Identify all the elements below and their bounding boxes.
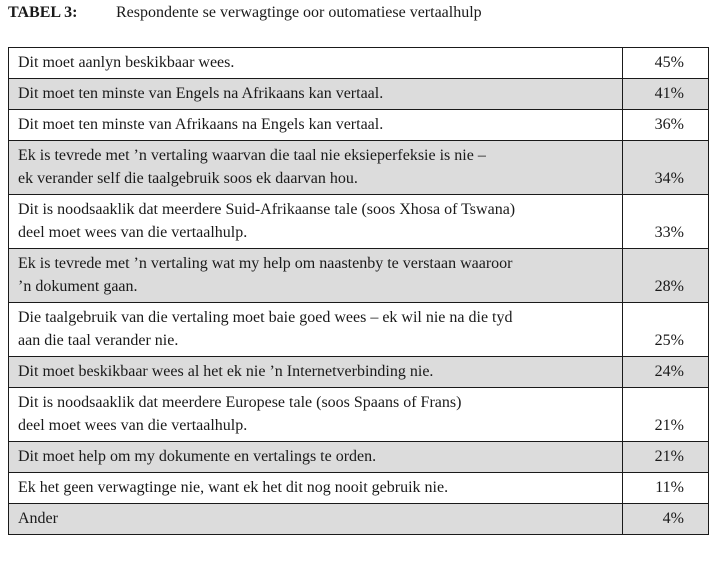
expectation-text-line: deel moet wees van die vertaalhulp.	[18, 224, 248, 241]
table-row	[9, 48, 709, 79]
expectation-text-line: Ek het geen verwagtinge nie, want ek het dit nog nooit gebruik nie.	[18, 479, 449, 496]
expectation-text-line: Dit moet aanlyn beskikbaar wees.	[18, 54, 235, 71]
expectation-cell	[9, 79, 623, 110]
percentage-cell: 21%	[623, 442, 709, 473]
table-row	[9, 249, 709, 303]
table-row	[9, 303, 709, 357]
expectation-text-line: ek verander self die taalgebruik soos ek daarvan hou.	[18, 170, 358, 187]
expectation-text-line: Ander	[18, 510, 58, 527]
expectation-text-line: ’n dokument gaan.	[18, 278, 138, 295]
expectation-cell	[9, 48, 623, 79]
expectation-text-line: Dit moet help om my dokumente en vertalings te orden.	[18, 448, 377, 465]
expectation-text-line: aan die taal verander nie.	[18, 332, 179, 349]
expectation-cell	[9, 195, 623, 249]
table-row	[9, 141, 709, 195]
expectation-cell	[9, 249, 623, 303]
expectation-text-line: deel moet wees van die vertaalhulp.	[18, 417, 248, 434]
percentage-cell: 45%	[623, 48, 709, 79]
percentage-cell: 34%	[623, 141, 709, 195]
percentage-cell: 11%	[623, 473, 709, 504]
table-row	[9, 388, 709, 442]
percentage-cell: 33%	[623, 195, 709, 249]
expectation-cell	[9, 388, 623, 442]
table-row	[9, 110, 709, 141]
expectation-text-line: Dit moet ten minste van Engels na Afrikaans kan vertaal.	[18, 85, 384, 102]
table-row	[9, 442, 709, 473]
table-number: TABEL 3:	[8, 4, 78, 21]
percentage-cell: 36%	[623, 110, 709, 141]
expectation-cell	[9, 473, 623, 504]
expectation-cell	[9, 357, 623, 388]
percentage-cell: 24%	[623, 357, 709, 388]
percentage-cell: 25%	[623, 303, 709, 357]
table-row	[9, 504, 709, 535]
expectation-text-line: Dit is noodsaaklik dat meerdere Europese tale (soos Spaans of Frans)	[18, 394, 462, 411]
percentage-cell: 41%	[623, 79, 709, 110]
percentage-cell: 4%	[623, 504, 709, 535]
expectations-table	[8, 47, 709, 535]
expectation-cell	[9, 303, 623, 357]
expectation-text-line: Ek is tevrede met ’n vertaling waarvan die taal nie eksieperfeksie is nie –	[18, 147, 486, 164]
table-row	[9, 473, 709, 504]
table-caption	[8, 3, 482, 23]
table-row	[9, 79, 709, 110]
expectation-cell	[9, 442, 623, 473]
percentage-cell: 21%	[623, 388, 709, 442]
expectation-text-line: Die taalgebruik van die vertaling moet baie goed wees – ek wil nie na die tyd	[18, 309, 513, 326]
table-body	[9, 48, 709, 535]
expectation-cell	[9, 504, 623, 535]
expectation-text-line: Dit is noodsaaklik dat meerdere Suid-Afrikaanse tale (soos Xhosa of Tswana)	[18, 201, 516, 218]
table-row	[9, 357, 709, 388]
table-title: Respondente se verwagtinge oor outomatiese vertaalhulp	[116, 4, 482, 21]
percentage-cell: 28%	[623, 249, 709, 303]
expectation-text-line: Dit moet ten minste van Afrikaans na Engels kan vertaal.	[18, 116, 384, 133]
expectation-cell	[9, 110, 623, 141]
table-row	[9, 195, 709, 249]
expectation-text-line: Dit moet beskikbaar wees al het ek nie ’n Internetverbinding nie.	[18, 363, 434, 380]
expectation-cell	[9, 141, 623, 195]
expectation-text-line: Ek is tevrede met ’n vertaling wat my help om naastenby te verstaan waaroor	[18, 255, 513, 272]
